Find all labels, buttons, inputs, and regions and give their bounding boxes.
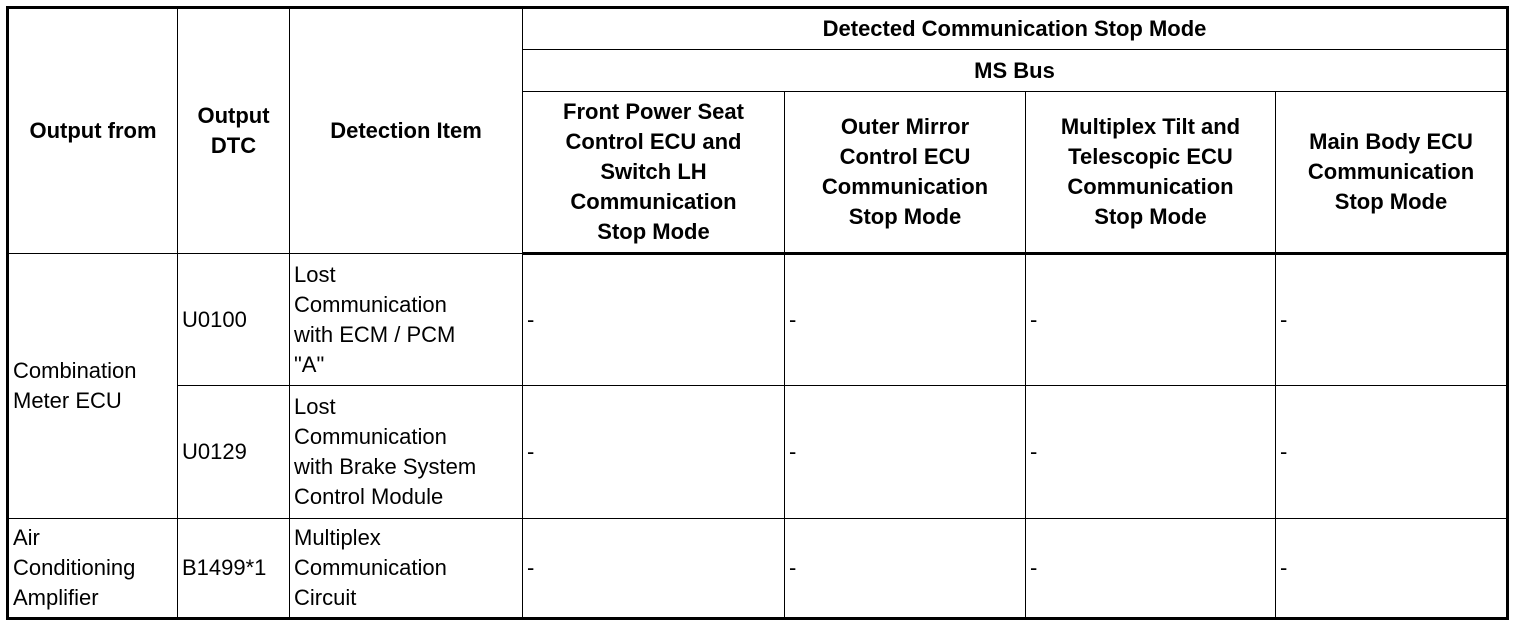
detection-item-line: Communication xyxy=(294,291,447,317)
mode-label-line: Multiplex Tilt and xyxy=(1060,114,1241,139)
header-mode-main-body xyxy=(1276,92,1508,254)
detection-item-line: Multiplex xyxy=(294,524,381,550)
detection-item-line: Circuit xyxy=(294,584,357,610)
header-mode-outer-mirror xyxy=(785,92,1026,254)
mode-label-line: Communication xyxy=(570,189,737,214)
detection-item-line: "A" xyxy=(294,351,325,377)
mode-label-line: Outer Mirror xyxy=(840,114,970,139)
cell-mode-value: - xyxy=(1026,518,1276,618)
detection-item-line: Communication xyxy=(294,554,447,580)
detection-item-line: Communication xyxy=(294,424,447,450)
header-output-dtc-line: DTC xyxy=(210,133,257,158)
cell-output-from xyxy=(8,254,178,519)
cell-mode-value: - xyxy=(785,386,1026,518)
output-from-line: Combination xyxy=(13,357,137,383)
detection-item-line: with Brake System xyxy=(294,454,477,480)
table-row xyxy=(8,518,1508,618)
header-mode-multiplex-tilt xyxy=(1026,92,1276,254)
header-output-from: Output from xyxy=(8,8,178,254)
cell-detection-item xyxy=(290,386,523,518)
cell-mode-value: - xyxy=(1276,518,1508,618)
mode-label-line: Stop Mode xyxy=(1094,204,1207,229)
mode-label-line: Switch LH xyxy=(600,159,707,184)
cell-mode-value: - xyxy=(1026,254,1276,386)
mode-label-line: Stop Mode xyxy=(848,204,962,229)
mode-label-line: Stop Mode xyxy=(597,219,710,244)
cell-output-from xyxy=(8,518,178,618)
header-detection-item: Detection Item xyxy=(290,8,523,254)
cell-mode-value: - xyxy=(523,386,785,518)
detection-item-line: Lost xyxy=(294,261,336,287)
cell-mode-value: - xyxy=(785,518,1026,618)
cell-mode-value: - xyxy=(523,254,785,386)
mode-label-line: Telescopic ECU xyxy=(1068,144,1233,169)
cell-mode-value: - xyxy=(1276,386,1508,518)
cell-mode-value: - xyxy=(785,254,1026,386)
cell-mode-value: - xyxy=(523,518,785,618)
output-from-line: Meter ECU xyxy=(13,387,122,413)
output-from-line: Air xyxy=(13,524,40,550)
cell-dtc: U0100 xyxy=(178,254,290,386)
mode-label-line: Stop Mode xyxy=(1334,189,1448,214)
cell-mode-value: - xyxy=(1026,386,1276,518)
table-row xyxy=(8,254,1508,386)
table-row xyxy=(8,386,1508,518)
cell-dtc: U0129 xyxy=(178,386,290,518)
header-output-dtc xyxy=(178,8,290,254)
header-mode-front-power-seat xyxy=(523,92,785,254)
mode-label-line: Communication xyxy=(821,174,989,199)
cell-dtc: B1499*1 xyxy=(178,518,290,618)
mode-label-line: Communication xyxy=(1307,159,1475,184)
detection-item-line: Control Module xyxy=(294,484,444,510)
mode-label-line: Communication xyxy=(1067,174,1234,199)
mode-label-line: Control ECU and xyxy=(565,129,742,154)
cell-detection-item xyxy=(290,254,523,386)
detection-item-line: Lost xyxy=(294,394,336,420)
output-from-line: Amplifier xyxy=(13,584,99,610)
mode-label-line: Main Body ECU xyxy=(1309,129,1473,154)
header-output-dtc-line: Output xyxy=(197,103,270,128)
detection-item-line: with ECM / PCM xyxy=(294,321,456,347)
mode-label-line: Control ECU xyxy=(839,144,971,169)
cell-detection-item xyxy=(290,518,523,618)
dtc-communication-stop-table xyxy=(6,6,1509,620)
mode-label-line: Front Power Seat xyxy=(563,99,744,124)
cell-mode-value: - xyxy=(1276,254,1508,386)
header-detected-mode: Detected Communication Stop Mode xyxy=(523,8,1508,50)
header-bus: MS Bus xyxy=(523,50,1508,92)
output-from-line: Conditioning xyxy=(13,554,136,580)
